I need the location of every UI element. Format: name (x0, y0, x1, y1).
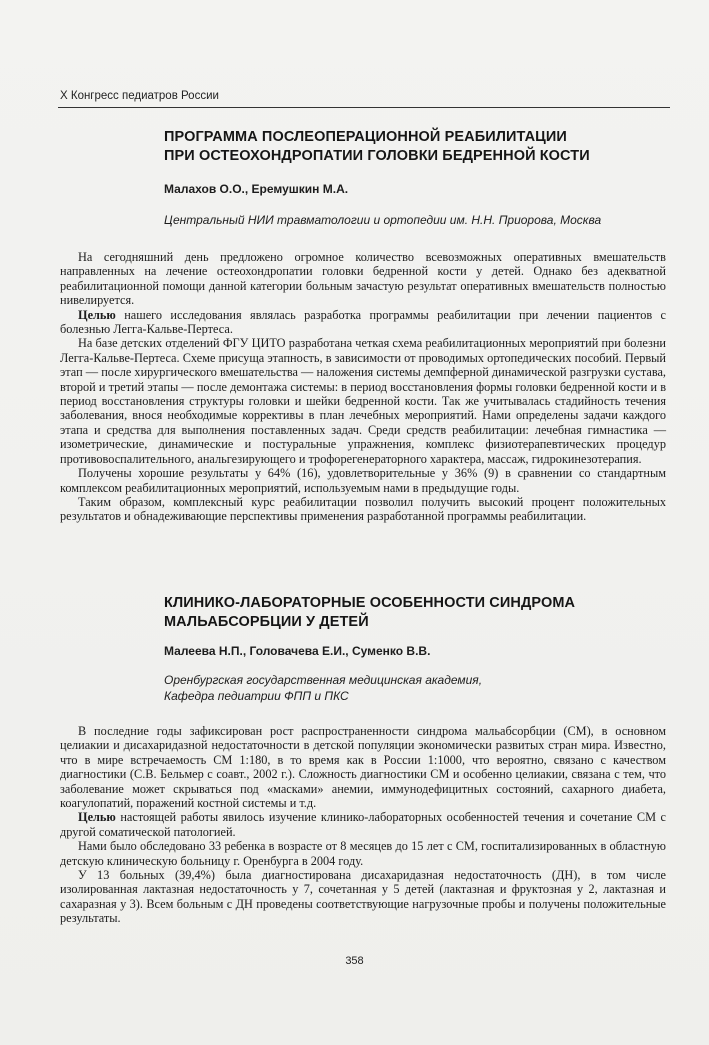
paragraph-text: настоящей работы явилось изучение клинико-лабораторных особенностей течения и сочетание СМ с другой соматической патологией. (60, 810, 666, 839)
header-rule (58, 107, 670, 108)
page-number: 358 (345, 955, 364, 967)
article-1-title (164, 128, 666, 166)
paragraph (60, 308, 666, 337)
article-2-affiliation-line-1: Оренбургская государственная медицинская академия, (164, 673, 483, 687)
running-header: X Конгресс педиатров России (60, 90, 219, 102)
article-2-body (60, 724, 666, 926)
article-2-affiliation-line-2: Кафедра педиатрии ФПП и ПКС (164, 689, 349, 703)
article-1 (60, 128, 666, 524)
article-1-affiliation (164, 212, 666, 228)
paragraph-lead: Целью (78, 810, 116, 825)
paragraph-text: У 13 больных (39,4%) была диагностирована дисахаридазная недостаточность (ДН), в том числе изолированная лактазная недостаточность у 7, сочетанная у 5 детей (лактазная и фруктозная у 2, лактазная и сахаразная у 3). Всем больным с ДН проведены соответствующие нагрузочные пробы и получены положительные результаты. (60, 868, 666, 926)
paragraph (60, 868, 666, 926)
paragraph-text: нашего исследования являлась разработка программы реабилитации при лечении пациентов с болезнью Легга-Кальве-Пертеса. (60, 307, 666, 337)
paragraph (60, 250, 666, 308)
paragraph (60, 495, 666, 524)
article-1-title-line-2: ПРИ ОСТЕОХОНДРОПАТИИ ГОЛОВКИ БЕДРЕННОЙ КОСТИ (164, 148, 590, 164)
paragraph (60, 724, 666, 810)
paragraph-text: В последние годы зафиксирован рост распространенности синдрома мальабсорбции (СМ), в основном целиакии и дисахаридазной недостаточности в детской популяции экономически развитых стран мира. Известно, что в мире встречаемость СМ 1:180, в то время как в России 1:1000, что вероятно, связано с качеством диагностики (С.В. Бельмер с соавт., 2002 г.). Сложность диагностики СМ и особенно целиакии, связана с тем, что заболевание может скрываться под «масками» анемии, иммунодефицитных состояний, сахарного диабета, коагулопатий, поражений костной системы и т.д. (60, 724, 666, 811)
article-2-title-line-2: МАЛЬАБСОРБЦИИ У ДЕТЕЙ (164, 614, 369, 630)
article-1-authors: Малахов О.О., Еремушкин М.А. (164, 182, 349, 196)
paragraph (60, 839, 666, 868)
paragraph-text: Таким образом, комплексный курс реабилитации позволил получить высокий процент положительных результатов и обнадеживающие перспективы применения разработанной программы реабилитации. (60, 494, 666, 524)
article-1-affiliation-line-1: Центральный НИИ травматологии и ортопедии им. Н.Н. Приорова, Москва (164, 213, 602, 227)
paragraph (60, 810, 666, 839)
paragraph (60, 466, 666, 495)
paragraph-text: На сегодняшний день предложено огромное количество всевозможных оперативных вмешательств направленных на лечение остеохондропатии головки бедренной кости у детей. Однако без адекватной реабилитационной помощи данной категории больным зачастую результат оперативных вмешательств полностью нивелируется. (60, 250, 666, 308)
paragraph-lead: Целью (78, 307, 116, 322)
paragraph-text: Нами было обследовано 33 ребенка в возрасте от 8 месяцев до 15 лет с СМ, госпитализированных в областную детскую клиническую больницу г. Оренбурга в 2004 году. (60, 839, 666, 868)
article-1-body (60, 250, 666, 524)
article-2-title (164, 594, 666, 632)
article-2-affiliation (164, 672, 666, 704)
paragraph-text: Получены хорошие результаты у 64% (16), удовлетворительные у 36% (9) в сравнении со стандартным комплексом реабилитационных мероприятий, используемым нами в предыдущие годы. (60, 466, 666, 495)
article-1-title-line-1: ПРОГРАММА ПОСЛЕОПЕРАЦИОННОЙ РЕАБИЛИТАЦИИ (164, 129, 567, 145)
paragraph-text: На базе детских отделений ФГУ ЦИТО разработана четкая схема реабилитационных мероприятий при болезни Легга-Кальве-Пертеса. Схеме присуща этапность, в зависимости от проводимых ортопедических пособий. Первый этап — после хирургического вмешательства — наложения системы демпферной динамической разгрузки сустава, второй и третий этапы — после демонтажа системы: в период восстановления формы головки бедренной кости и в период восстановления структуры головки и шейки бедренной кости. Так же учитывалась стадийность течения заболевания, внося необходимые коррективы в план лечебных мероприятий. Нами определены задачи каждого этапа и средства для выполнения поставленных задач. Среди средств реабилитации: лечебная гимнастика — изометрические, динамические и постуральные упражнения, комплекс физиотерапевтических процедур противовоспалительного, анальгезирующего и трофорегенераторного характера, массаж, гидрокинезотерапия. (60, 336, 666, 466)
paragraph (60, 336, 666, 466)
article-2-title-line-1: КЛИНИКО-ЛАБОРАТОРНЫЕ ОСОБЕННОСТИ СИНДРОМА (164, 595, 576, 611)
article-2-authors: Малеева Н.П., Головачева Е.И., Суменко В.В. (164, 644, 431, 658)
article-2 (60, 594, 666, 926)
